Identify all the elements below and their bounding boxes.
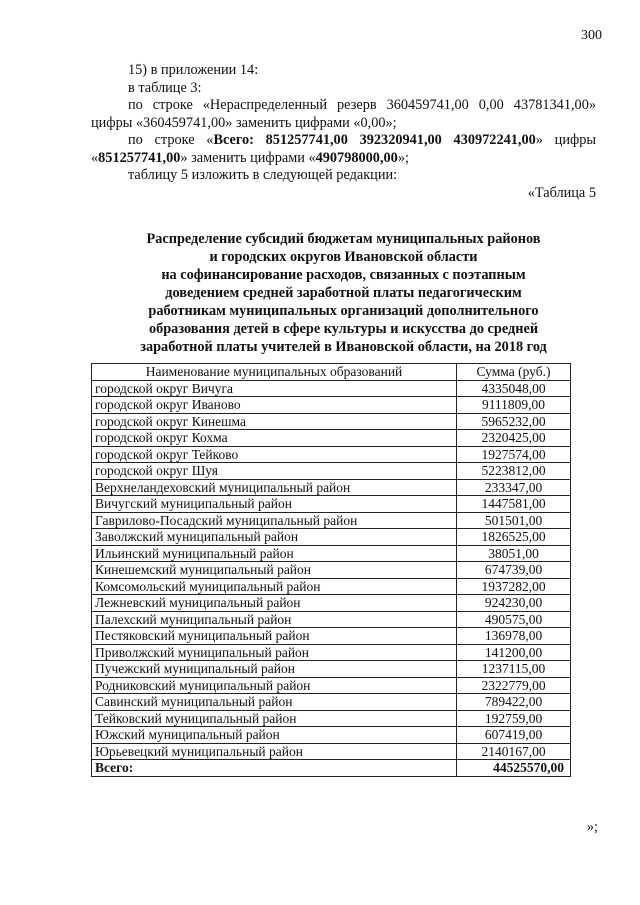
text-fragment: по строке « <box>128 132 214 148</box>
municipality-name: городской округ Кинешма <box>92 413 457 430</box>
municipality-name: Савинский муниципальный район <box>92 694 457 711</box>
subsidy-amount: 490575,00 <box>457 611 571 628</box>
municipality-name: городской округ Вичуга <box>92 380 457 397</box>
table-row <box>92 661 571 678</box>
municipality-name: Лежневский муниципальный район <box>92 595 457 612</box>
amendment-line <box>91 132 596 150</box>
subsidy-amount: 2322779,00 <box>457 677 571 694</box>
subsidy-amount: 141200,00 <box>457 644 571 661</box>
total-row-text: Всего: 851257741,00 392320941,00 430972241,00 <box>213 132 536 148</box>
subsidy-amount: 674739,00 <box>457 562 571 579</box>
table-row <box>92 496 571 513</box>
subsidy-amount: 1447581,00 <box>457 496 571 513</box>
text-fragment: « <box>91 149 99 166</box>
table-row <box>92 529 571 546</box>
table-row <box>92 694 571 711</box>
total-value: 44525570,00 <box>457 760 571 777</box>
table-row <box>92 628 571 645</box>
table-row <box>92 562 571 579</box>
page-number: 300 <box>581 28 602 43</box>
amendment-subitem: в таблице 3: <box>128 79 202 96</box>
amendment-text <box>91 62 596 202</box>
table-row <box>92 644 571 661</box>
amendment-line: по строке «Нераспределенный резерв 360459741,00 0,00 43781341,00» <box>128 97 596 113</box>
title-line: Распределение субсидий бюджетам муниципальных районов <box>146 231 541 247</box>
municipality-name: городской округ Иваново <box>92 397 457 414</box>
municipality-name: городской округ Шуя <box>92 463 457 480</box>
table-row <box>92 595 571 612</box>
subsidy-amount: 501501,00 <box>457 512 571 529</box>
subsidy-amount: 38051,00 <box>457 545 571 562</box>
table-body <box>92 380 571 760</box>
subsidy-amount: 1937282,00 <box>457 578 571 595</box>
subsidy-amount: 1927574,00 <box>457 446 571 463</box>
municipality-name: Кинешемский муниципальный район <box>92 562 457 579</box>
amendment-item: 15) в приложении 14: <box>128 62 259 78</box>
municipality-name: Вичугский муниципальный район <box>92 496 457 513</box>
table-row <box>92 446 571 463</box>
table-row <box>92 479 571 496</box>
subsidy-amount: 4335048,00 <box>457 380 571 397</box>
title-line: и городских округов Ивановской области <box>209 249 478 265</box>
text-fragment: » цифры <box>535 132 596 148</box>
municipality-name: Приволжский муниципальный район <box>92 644 457 661</box>
municipality-name: Пучежский муниципальный район <box>92 661 457 678</box>
municipality-name: городской округ Кохма <box>92 430 457 447</box>
total-row <box>92 760 571 777</box>
text-fragment: »; <box>397 149 409 166</box>
column-header-name: Наименование муниципальных образований <box>92 364 457 381</box>
title-line: на софинансирование расходов, связанных с поэтапным <box>161 267 526 283</box>
subsidy-amount: 789422,00 <box>457 694 571 711</box>
table-row <box>92 463 571 480</box>
table-header-row <box>92 364 571 381</box>
municipality-name: Тейковский муниципальный район <box>92 710 457 727</box>
title-line: работникам муниципальных организаций дополнительного <box>148 303 539 319</box>
column-header-sum: Сумма (руб.) <box>457 364 571 381</box>
old-value: 851257741,00 <box>98 149 181 166</box>
table-row <box>92 611 571 628</box>
table-row <box>92 727 571 744</box>
subsidy-amount: 924230,00 <box>457 595 571 612</box>
table-row <box>92 430 571 447</box>
municipality-name: городской округ Тейково <box>92 446 457 463</box>
municipality-name: Палехский муниципальный район <box>92 611 457 628</box>
subsidy-amount: 2320425,00 <box>457 430 571 447</box>
subsidy-amount: 233347,00 <box>457 479 571 496</box>
table-row <box>92 743 571 760</box>
municipality-name: Юрьевецкий муниципальный район <box>92 743 457 760</box>
subsidy-amount: 5223812,00 <box>457 463 571 480</box>
table-row <box>92 380 571 397</box>
table-reference: «Таблица 5 <box>527 184 596 201</box>
total-label: Всего: <box>92 760 457 777</box>
subsidy-amount: 192759,00 <box>457 710 571 727</box>
table-row <box>92 397 571 414</box>
table-row <box>92 677 571 694</box>
text-fragment: » заменить цифрами « <box>180 149 316 166</box>
title-line: заработной платы учителей в Ивановской области, на 2018 год <box>140 339 547 355</box>
municipality-name: Гаврилово-Посадский муниципальный район <box>92 512 457 529</box>
table-row <box>92 578 571 595</box>
table-title <box>91 230 596 356</box>
subsidy-amount: 1237115,00 <box>457 661 571 678</box>
subsidy-amount: 2140167,00 <box>457 743 571 760</box>
municipality-name: Комсомольский муниципальный район <box>92 578 457 595</box>
amendment-line: таблицу 5 изложить в следующей редакции: <box>128 167 398 183</box>
subsidy-amount: 136978,00 <box>457 628 571 645</box>
municipality-name: Верхнеландеховский муниципальный район <box>92 479 457 496</box>
table-row <box>92 710 571 727</box>
municipality-name: Пестяковский муниципальный район <box>92 628 457 645</box>
title-line: доведением средней заработной платы педагогическим <box>165 285 522 301</box>
table-row <box>92 512 571 529</box>
municipality-name: Заволжский муниципальный район <box>92 529 457 546</box>
closing-quote: »; <box>586 819 598 835</box>
municipality-name: Южский муниципальный район <box>92 727 457 744</box>
subsidy-amount: 1826525,00 <box>457 529 571 546</box>
distribution-table <box>91 363 571 777</box>
municipality-name: Родниковский муниципальный район <box>92 677 457 694</box>
amendment-line: цифры «360459741,00» заменить цифрами «0,00»; <box>91 114 397 131</box>
municipality-name: Ильинский муниципальный район <box>92 545 457 562</box>
table-row <box>92 413 571 430</box>
subsidy-amount: 9111809,00 <box>457 397 571 414</box>
table-row <box>92 545 571 562</box>
title-line: образования детей в сфере культуры и искусства до средней <box>148 321 539 337</box>
amendment-line <box>91 150 596 168</box>
subsidy-amount: 5965232,00 <box>457 413 571 430</box>
subsidy-amount: 607419,00 <box>457 727 571 744</box>
new-value: 490798000,00 <box>315 149 398 166</box>
